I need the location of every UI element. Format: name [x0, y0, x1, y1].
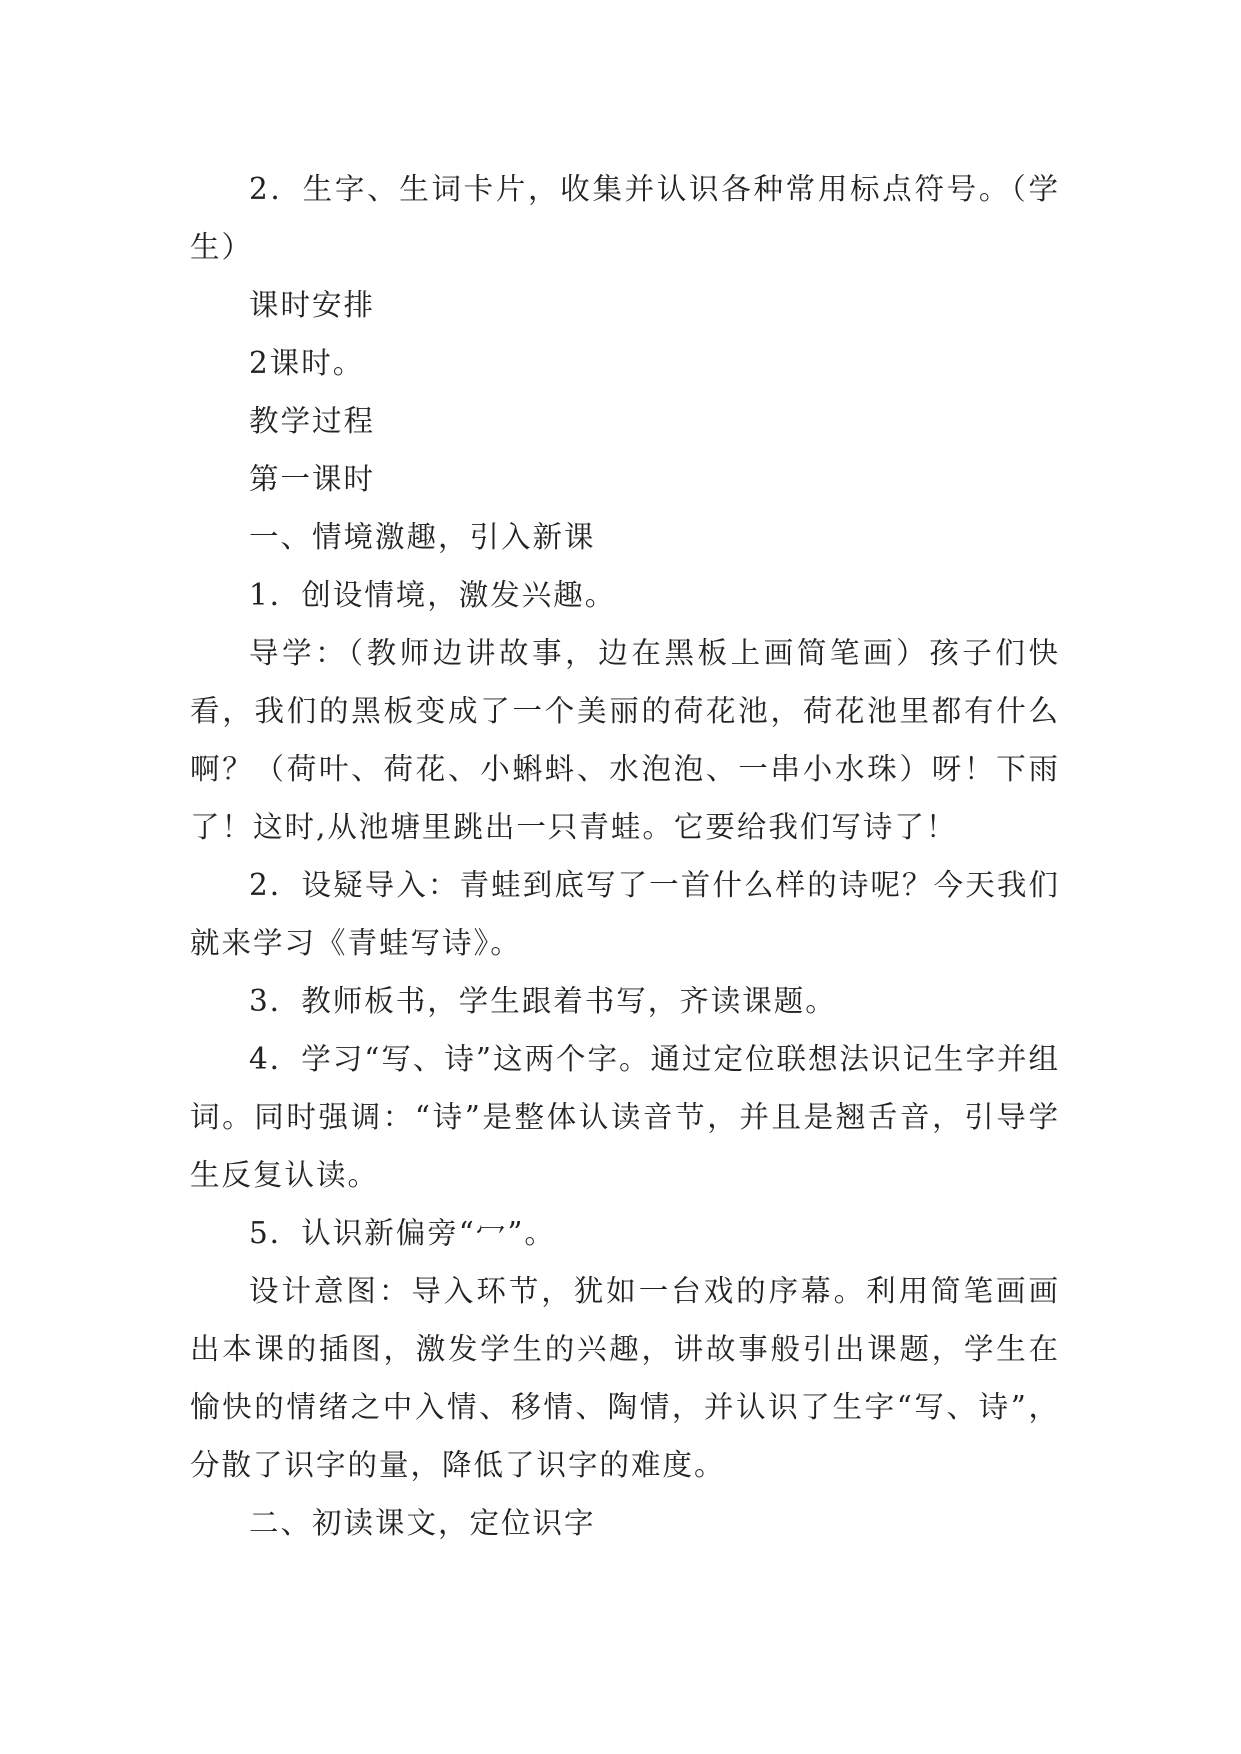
paragraph-first-lesson: 第一课时 [249, 462, 376, 496]
paragraph-design-intent: 设计意图：导入环节，犹如一台戏的序幕。利用简笔画画出本课的插图，激发学生的兴趣，讲故事般引出课题，学生在愉快的情绪之中入情、移情、陶情，并认识了生字“写、诗”，分散了识字的量，降低了识字的难度。 [190, 1274, 1060, 1482]
paragraph-step-4: 4．学习“写、诗”这两个字。通过定位联想法识记生字并组词。同时强调：“诗”是整体认读音节，并且是翘舌音，引导学生反复认读。 [190, 1042, 1060, 1192]
paragraph-materials-students: 2．生字、生词卡片，收集并认识各种常用标点符号。（学生） [190, 172, 1060, 264]
paragraph-guide: 导学：（教师边讲故事，边在黑板上画简笔画）孩子们快看，我们的黑板变成了一个美丽的荷花池，荷花池里都有什么啊？（荷叶、荷花、小蝌蚪、水泡泡、一串小水珠）呀！下雨了！这时,从池塘里跳出一只青蛙。它要给我们写诗了！ [190, 636, 1060, 844]
paragraph-section-one-heading: 一、情境激趣，引入新课 [249, 520, 596, 554]
paragraph-process-heading: 教学过程 [249, 404, 376, 438]
paragraph-schedule-value: 2课时。 [249, 346, 365, 380]
document-body [190, 160, 1060, 1552]
paragraph-schedule-heading: 课时安排 [249, 288, 376, 322]
paragraph-step-2: 2．设疑导入：青蛙到底写了一首什么样的诗呢？今天我们就来学习《青蛙写诗》。 [190, 868, 1060, 960]
paragraph-step-1: 1．创设情境，激发兴趣。 [249, 578, 617, 612]
paragraph-step-5: 5．认识新偏旁“冖”。 [249, 1216, 556, 1250]
paragraph-section-two-heading: 二、初读课文，定位识字 [249, 1506, 596, 1540]
paragraph-step-3: 3．教师板书，学生跟着书写，齐读课题。 [249, 984, 837, 1018]
